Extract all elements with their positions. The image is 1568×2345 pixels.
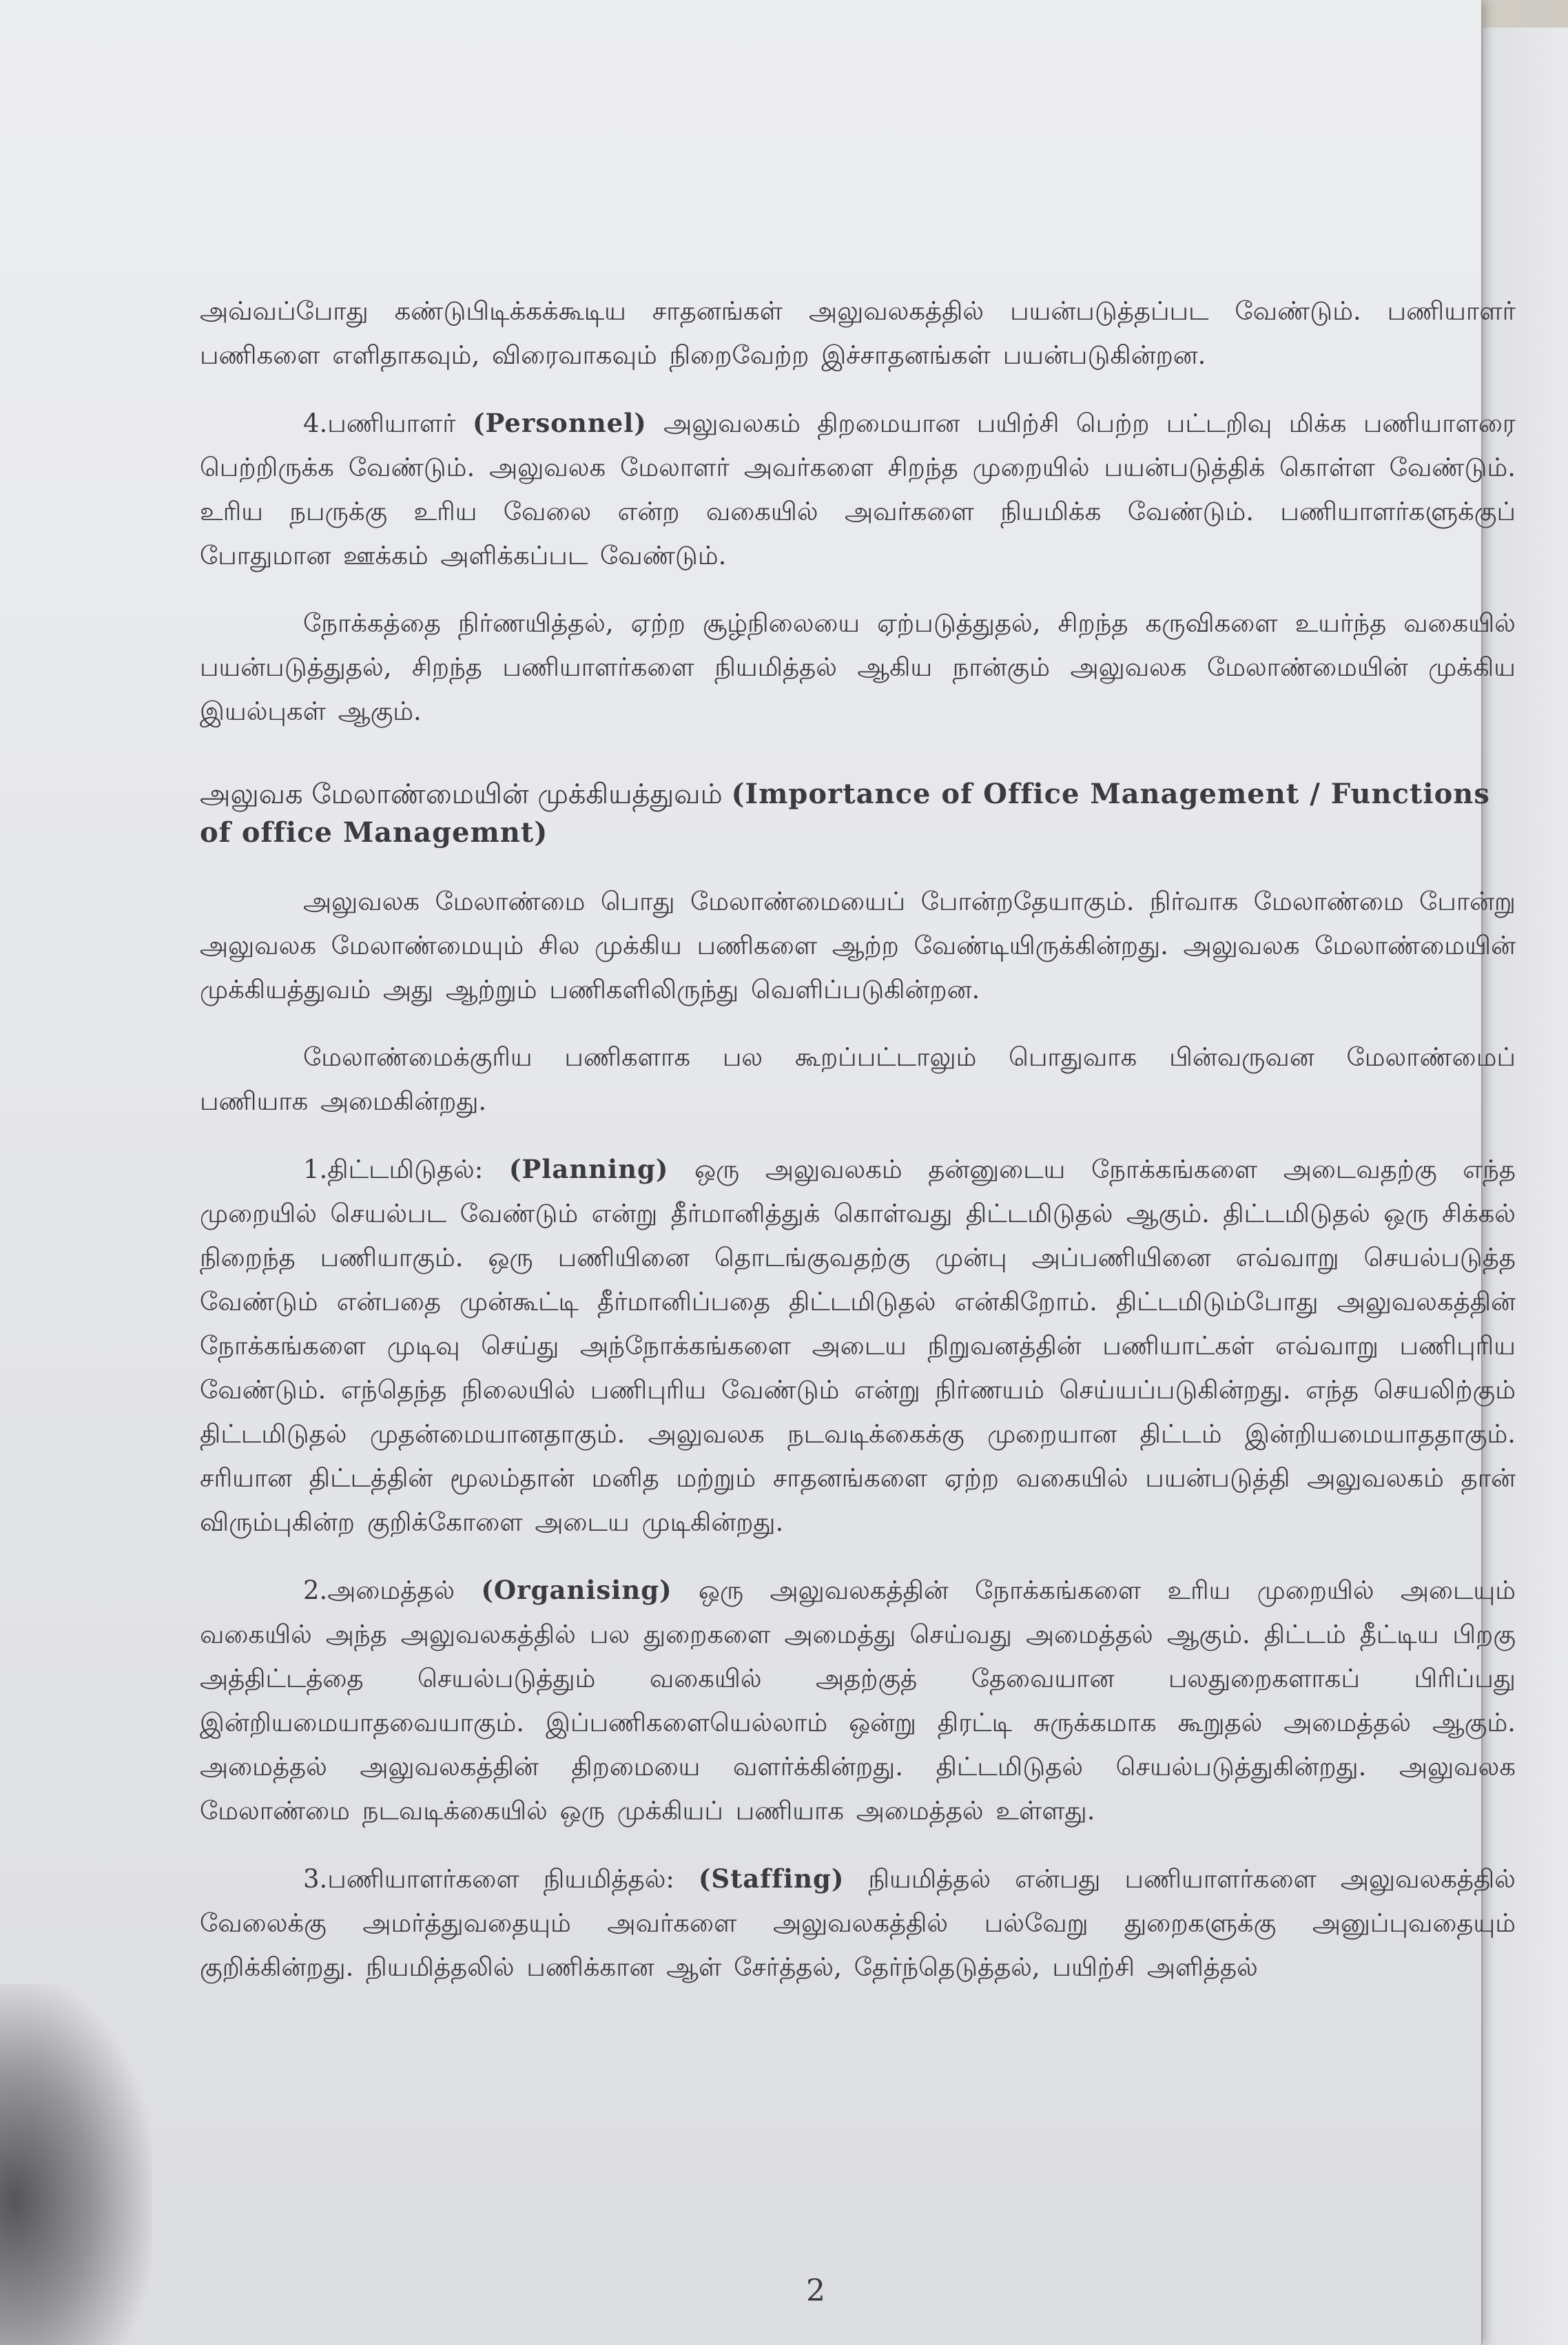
page-content [200,289,1516,2013]
importance-paragraph-1: அலுவலக மேலாண்மை பொது மேலாண்மையைப் போன்றதேயாகும். நிர்வாக மேலாண்மை போன்று அலுவலக மேலாண்மையும் சில முக்கிய பணிகளை ஆற்ற வேண்டியிருக்கின்றது. அலுவலக மேலாண்மையின் முக்கியத்துவம் அது ஆற்றும் பணிகளிலிருந்து வெளிப்படுகின்றன. [200,887,1516,1004]
organising-text: ஒரு அலுவலகத்தின் நோக்கங்களை உரிய முறையில் அடையும் வகையில் அந்த அலுவலகத்தில் பல துறைகளை அமைத்து செய்வது அமைத்தல் ஆகும். திட்டம் தீட்டிய பிறகு அத்திட்டத்தை செயல்படுத்தும் வகையில் அதற்குத் தேவையான பலதுறைகளாகப் பிரிப்பது இன்றியமையாதவையாகும். இப்பணிகளையெல்லாம் ஒன்று திரட்டி சுருக்கமாக கூறுதல் அமைத்தல் ஆகும். அமைத்தல் அலுவலகத்தின் திறமையை வளர்க்கின்றது. திட்டமிடுதல் செயல்படுத்துகின்றது. அலுவலக மேலாண்மை நடவடிக்கையில் ஒரு முக்கியப் பணியாக அமைத்தல் உள்ளது. [200,1576,1516,1826]
staffing-label: 3.பணியாளர்களை நியமித்தல்: [303,1864,674,1894]
personnel-english: (Personnel) [472,408,647,438]
organising-paragraph [200,1568,1516,1833]
planning-text: ஒரு அலுவலகம் தன்னுடைய நோக்கங்களை அடைவதற்கு எந்த முறையில் செயல்பட வேண்டும் என்று தீர்மானித்துக் கொள்வது திட்டமிடுதல் ஆகும். திட்டமிடுதல் ஒரு சிக்கல் நிறைந்த பணியாகும். ஒரு பணியினை தொடங்குவதற்கு முன்பு அப்பணியினை எவ்வாறு செயல்படுத்த வேண்டும் என்பதை முன்கூட்டி தீர்மானிப்பதை திட்டமிடுதல் என்கிறோம். திட்டமிடும்போது அலுவலகத்தின் நோக்கங்களை முடிவு செய்து அந்நோக்கங்களை அடைய நிறுவனத்தின் பணியாட்கள் எவ்வாறு பணிபுரிய வேண்டும். எந்தெந்த நிலையில் பணிபுரிய வேண்டும் என்று நிர்ணயம் செய்யப்படுகின்றது. எந்த செயலிற்கும் திட்டமிடுதல் முதன்மையானதாகும். அலுவலக நடவடிக்கைக்கு முறையான திட்டம் இன்றியமையாததாகும். சரியான திட்டத்தின் மூலம்தான் மனித மற்றும் சாதனங்களை ஏற்ற வகையில் பயன்படுத்தி அலுவலகம் தான் விரும்புகின்ற குறிக்கோளை அடைய முடிகின்றது. [200,1155,1516,1537]
planning-english: (Planning) [508,1154,669,1184]
section-heading-english: (Importance of Office Management / Functions of office Managemnt) [200,778,1490,849]
personnel-paragraph [200,401,1516,578]
personnel-text: அலுவலகம் திறமையான பயிற்சி பெற்ற பட்டறிவு மிக்க பணியாளரை பெற்றிருக்க வேண்டும். அலுவலக மேலாளர் அவர்களை சிறந்த முறையில் பயன்படுத்திக் கொள்ள வேண்டும். உரிய நபருக்கு உரிய வேலை என்ற வகையில் அவர்களை நியமிக்க வேண்டும். பணியாளர்களுக்குப் போதுமான ஊக்கம் அளிக்கப்பட வேண்டும். [200,409,1516,570]
importance-paragraph-2: மேலாண்மைக்குரிய பணிகளாக பல கூறப்பட்டாலும் பொதுவாக பின்வருவன மேலாண்மைப் பணியாக அமைகின்றது. [200,1042,1516,1116]
planning-paragraph [200,1147,1516,1545]
page-number: 2 [806,2273,825,2308]
staffing-text: நியமித்தல் என்பது பணியாளர்களை அலுவலகத்தில் வேலைக்கு அமர்த்துவதையும் அவர்களை அலுவலகத்தில் பல்வேறு துறைகளுக்கு அனுப்புவதையும் குறிக்கின்றது. நியமித்தலில் பணிக்கான ஆள் சேர்த்தல், தேர்ந்தெடுத்தல், பயிற்சி அளித்தல் [200,1864,1516,1982]
staffing-paragraph [200,1857,1516,1990]
intro-paragraph: அவ்வப்போது கண்டுபிடிக்கக்கூடிய சாதனங்கள் அலுவலகத்தில் பயன்படுத்தப்பட வேண்டும். பணியாளர் பணிகளை எளிதாகவும், விரைவாகவும் நிறைவேற்ற இச்சாதனங்கள் பயன்படுகின்றன. [200,296,1516,370]
personnel-label: 4.பணியாளர் [303,409,456,438]
organising-label: 2.அமைத்தல் [303,1576,455,1605]
planning-label: 1.திட்டமிடுதல்: [303,1155,484,1184]
organising-english: (Organising) [481,1575,672,1605]
staffing-english: (Staffing) [698,1863,845,1894]
summary-paragraph: நோக்கத்தை நிர்ணயித்தல், ஏற்ற சூழ்நிலையை ஏற்படுத்துதல், சிறந்த கருவிகளை உயர்ந்த வகையில் பயன்படுத்துதல், சிறந்த பணியாளர்களை நியமித்தல் ஆகிய நான்கும் அலுவலக மேலாண்மையின் முக்கிய இயல்புகள் ஆகும். [200,608,1516,726]
section-heading-tamil: அலுவக மேலாண்மையின் முக்கியத்துவம் [200,778,723,810]
section-heading [200,775,1516,852]
finger-shadow [0,1984,152,2345]
